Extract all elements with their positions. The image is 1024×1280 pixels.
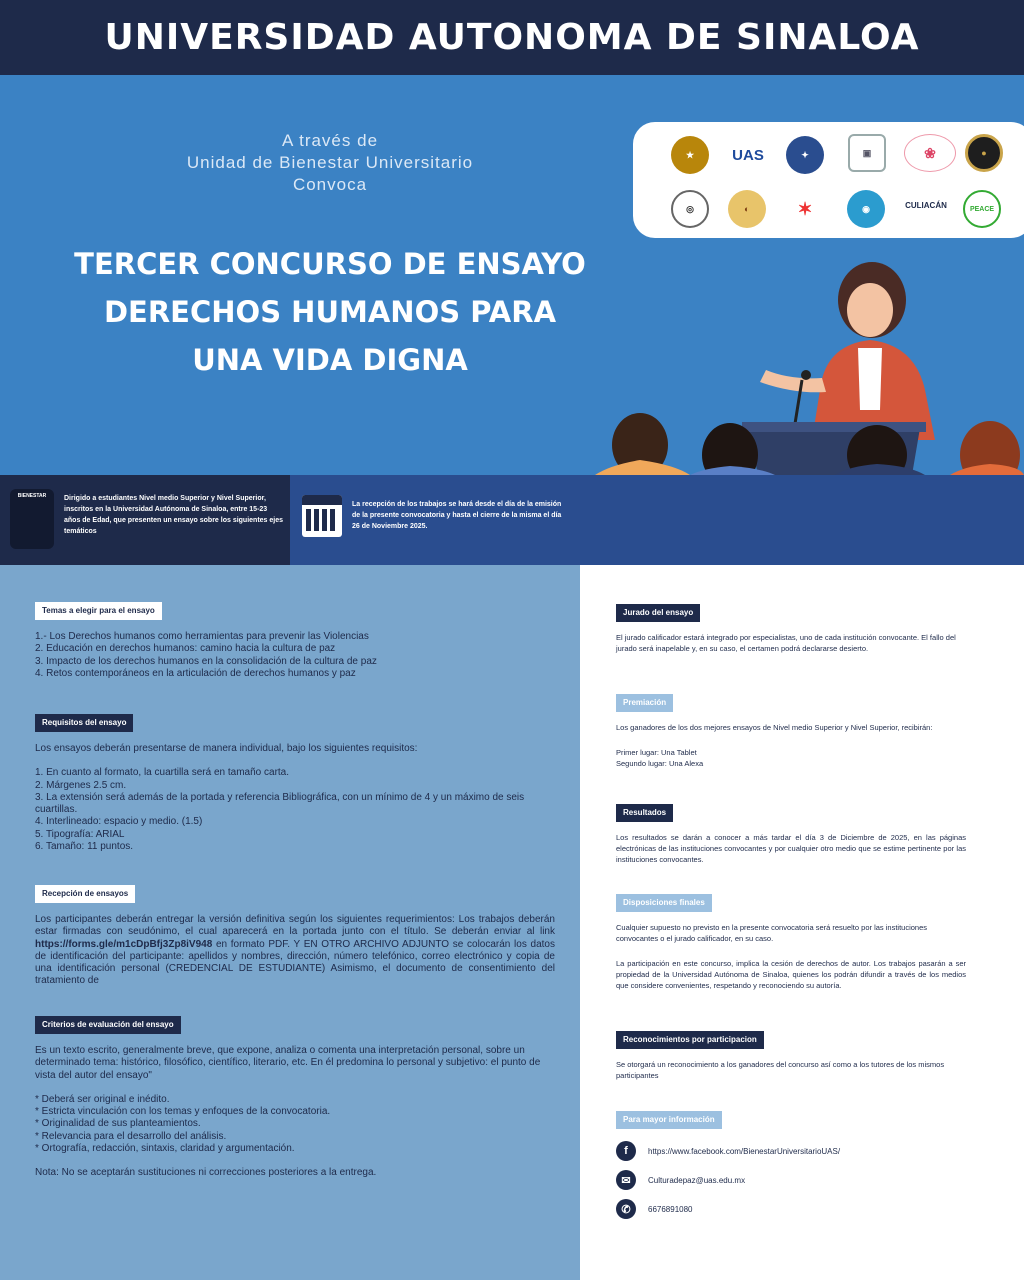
recepcion-text-before: Los participantes deberán entregar la versión definitiva según los siguientes requerimientos: Los trabajos deberán estar firmadas con seudónimo, el cual aparecerá en la portada junto con el título. Se deberán enviar al link xyxy=(35,914,555,938)
hero-banner xyxy=(0,75,1024,475)
email-contact[interactable] xyxy=(616,1170,745,1190)
intro-line: A través de xyxy=(281,131,379,150)
segundo-lugar: Segundo lugar: Una Alexa xyxy=(616,759,704,768)
phone-contact[interactable] xyxy=(616,1199,693,1219)
facebook-link[interactable]: https://www.facebook.com/BienestarUniversitarioUAS/ xyxy=(648,1146,841,1156)
hands-logo: ❀ xyxy=(904,134,956,172)
title-line: DERECHOS HUMANOS PARA xyxy=(103,295,557,329)
intro-text xyxy=(120,130,540,196)
phone-icon: ✆ xyxy=(616,1199,636,1219)
criterios-nota: Nota: No se aceptarán sustituciones ni correcciones posteriores a la entrega. xyxy=(35,1167,377,1179)
peace-logo xyxy=(963,190,1001,228)
temas-list xyxy=(35,631,555,680)
university-title: UNIVERSIDAD AUTONOMA DE SINALOA xyxy=(104,17,920,58)
jurado-text: El jurado calificador estará integrado por especialistas, uno de cada institución convocante. El fallo del jurado será inapelable y, en su caso, el certamen podrá declararse desierto. xyxy=(616,633,956,653)
list-item: * Relevancia para el desarrollo del análisis. xyxy=(35,1130,227,1142)
email-link[interactable]: Culturadepaz@uas.edu.mx xyxy=(648,1175,746,1185)
audience-body-1 xyxy=(595,460,690,475)
state-seal-logo: ◎ xyxy=(671,190,709,228)
premiacion-intro: Los ganadores de los dos mejores ensayos de Nivel medio Superior y Nivel Superior, recibirán: xyxy=(616,723,933,732)
recepcion-text-after: en formato PDF. Y EN OTRO ARCHIVO ADJUNTO se colocarán los datos de identificación del participante: apellidos y nombres, dirección, número telefónico, correo electrónico y copia de una identificación personal (CREDENCIAL DE ESTUDIANTE) Asimismo, el documento de consentimiento del tratamiento de xyxy=(35,938,555,987)
strip-illustration-panel xyxy=(580,475,1024,565)
list-item: 1. En cuanto al formato, la cuartilla será en tamaño carta. xyxy=(35,767,290,779)
list-item: 2. Márgenes 2.5 cm. xyxy=(35,779,127,791)
resultados-label: Resultados xyxy=(616,804,673,822)
list-item: * Originalidad de sus planteamientos. xyxy=(35,1118,201,1130)
round-blue-logo: ◉ xyxy=(847,190,885,228)
culiacan-text: CULIACÁN xyxy=(905,201,947,210)
list-item: 2. Educación en derechos humanos: camino hacia la cultura de paz xyxy=(35,643,336,655)
list-item: * Estricta vinculación con los temas y enfoques de la convocatoria. xyxy=(35,1106,331,1118)
uas-seal-logo: ★ xyxy=(671,136,709,174)
speaker-shirt xyxy=(858,348,882,410)
disposiciones-paragraph: Cualquier supuesto no previsto en la presente convocatoria será resuelto por las instituciones convocantes o el jurado calificador, en su caso. xyxy=(616,923,928,943)
disposiciones-text xyxy=(616,922,966,991)
contest-title xyxy=(40,240,620,384)
facebook-contact[interactable] xyxy=(616,1141,840,1161)
title-line: TERCER CONCURSO DE ENSAYO xyxy=(74,247,586,281)
list-item: 6. Tamaño: 11 puntos. xyxy=(35,841,134,853)
list-item: 5. Tipografía: ARIAL xyxy=(35,828,125,840)
peace-text: PEACE xyxy=(969,205,995,213)
uas-logo: UAS xyxy=(726,136,770,174)
premiacion-label: Premiación xyxy=(616,694,673,712)
recepcion-text xyxy=(35,914,555,988)
email-icon: ✉ xyxy=(616,1170,636,1190)
disposiciones-label: Disposiciones finales xyxy=(616,894,712,912)
requisitos-list xyxy=(35,743,555,853)
info-label: Para mayor información xyxy=(616,1111,722,1129)
speaker-face xyxy=(847,283,893,337)
partner-logos-card xyxy=(633,122,1024,238)
strip-date-panel xyxy=(290,475,580,565)
requisitos-label: Requisitos del ensayo xyxy=(35,714,133,732)
list-item: * Deberá ser original e inédito. xyxy=(35,1093,170,1105)
reconocimientos-text: Se otorgará un reconocimiento a los ganadores del concurso así como a los tutores de los mismos participantes xyxy=(616,1060,945,1080)
jurado-label: Jurado del ensayo xyxy=(616,604,700,622)
recepcion-fecha-text: La recepción de los trabajos se hará desde el día de la emisión de la presente convocatoria y hasta el cierre de la misma el día 26 de Noviembre 2025. xyxy=(352,501,562,530)
dove-seal-logo: ● xyxy=(965,134,1003,172)
seal-text: BIENESTAR xyxy=(17,493,47,499)
list-item: 3. La extensión será además de la portada y referencia Bibliográfica, con un mínimo de 4 y un máximo de seis cuartillas. xyxy=(35,791,525,816)
disposiciones-paragraph: La participación en este concurso, implica la cesión de derechos de autor. Los trabajos pasarán a ser propiedad de la Universidad Autónoma de Sinaloa, quienes los podrán difundir a través de los medios que considere convenientes, respetando y reconociendo su autoría. xyxy=(616,959,966,990)
criterios-label: Criterios de evaluación del ensayo xyxy=(35,1016,181,1034)
requisitos-intro: Los ensayos deberán presentarse de manera individual, bajo los siguientes requisitos: xyxy=(35,743,418,754)
list-item: 1.- Los Derechos humanos como herramientas para prevenir las Violencias xyxy=(35,631,369,642)
culiacan-logo xyxy=(901,184,951,228)
list-item: * Ortografía, redacción, sintaxis, claridad y argumentación. xyxy=(35,1143,295,1155)
list-item: 3. Impacto de los derechos humanos en la consolidación de la cultura de paz xyxy=(35,655,377,667)
primer-lugar: Primer lugar: Una Tablet xyxy=(616,748,697,757)
recepcion-label: Recepción de ensayos xyxy=(35,885,135,903)
calendar-icon xyxy=(302,495,342,537)
institution-logo: ▣ xyxy=(848,134,886,172)
microphone-head xyxy=(801,370,811,380)
facebook-icon: f xyxy=(616,1141,636,1161)
speaker-illustration xyxy=(580,260,1024,475)
intro-line: Unidad de Bienestar Universitario xyxy=(186,153,474,172)
title-line: UNA VIDA DIGNA xyxy=(192,343,468,377)
temas-label: Temas a elegir para el ensayo xyxy=(35,602,162,620)
list-item: 4. Interlineado: espacio y medio. (1.5) xyxy=(35,816,203,828)
forms-link[interactable]: https://forms.gle/m1cDpBfj3Zp8iV948 xyxy=(35,938,213,950)
criterios-intro: Es un texto escrito, generalmente breve, que expone, analiza o comenta una interpretación personal, sobre un determinado tema: histórico, filosófico, científico, literario, etc. En él predomina lo personal y subjetivo: el punto de vista del autor del ensayo" xyxy=(35,1045,541,1081)
intro-line: Convoca xyxy=(292,175,368,194)
dirigido-text: Dirigido a estudiantes Nivel medio Superior y Nivel Superior, inscritos en la Universidad Autónoma de Sinaloa, entre 15-23 años de Edad, que presenten un ensayo sobre los siguientes ejes temáticos xyxy=(64,495,284,535)
bienestar-seal-icon xyxy=(10,489,54,549)
bienestar-logo: ✦ xyxy=(786,136,824,174)
list-item: 4. Retos contemporáneos en la articulación de derechos humanos y paz xyxy=(35,667,356,679)
people-logo: ✶ xyxy=(786,190,824,228)
phone-number[interactable]: 6676891080 xyxy=(648,1204,693,1214)
info-strip xyxy=(0,475,1024,565)
premiacion-text xyxy=(616,722,966,769)
top-header-bar xyxy=(0,0,1024,75)
culture-logo: ◐ xyxy=(728,190,766,228)
strip-audience-panel xyxy=(0,475,290,565)
speaker-hand xyxy=(760,370,826,392)
reconocimientos-label: Reconocimientos por participacion xyxy=(616,1031,764,1049)
criterios-list xyxy=(35,1045,555,1180)
podium-top xyxy=(742,422,926,432)
resultados-text: Los resultados se darán a conocer a más tardar el día 3 de Diciembre de 2025, en las páginas electrónicas de las instituciones convocantes y por cualquier otro medio que se estime pertinente por las instituciones convocantes. xyxy=(616,833,966,864)
